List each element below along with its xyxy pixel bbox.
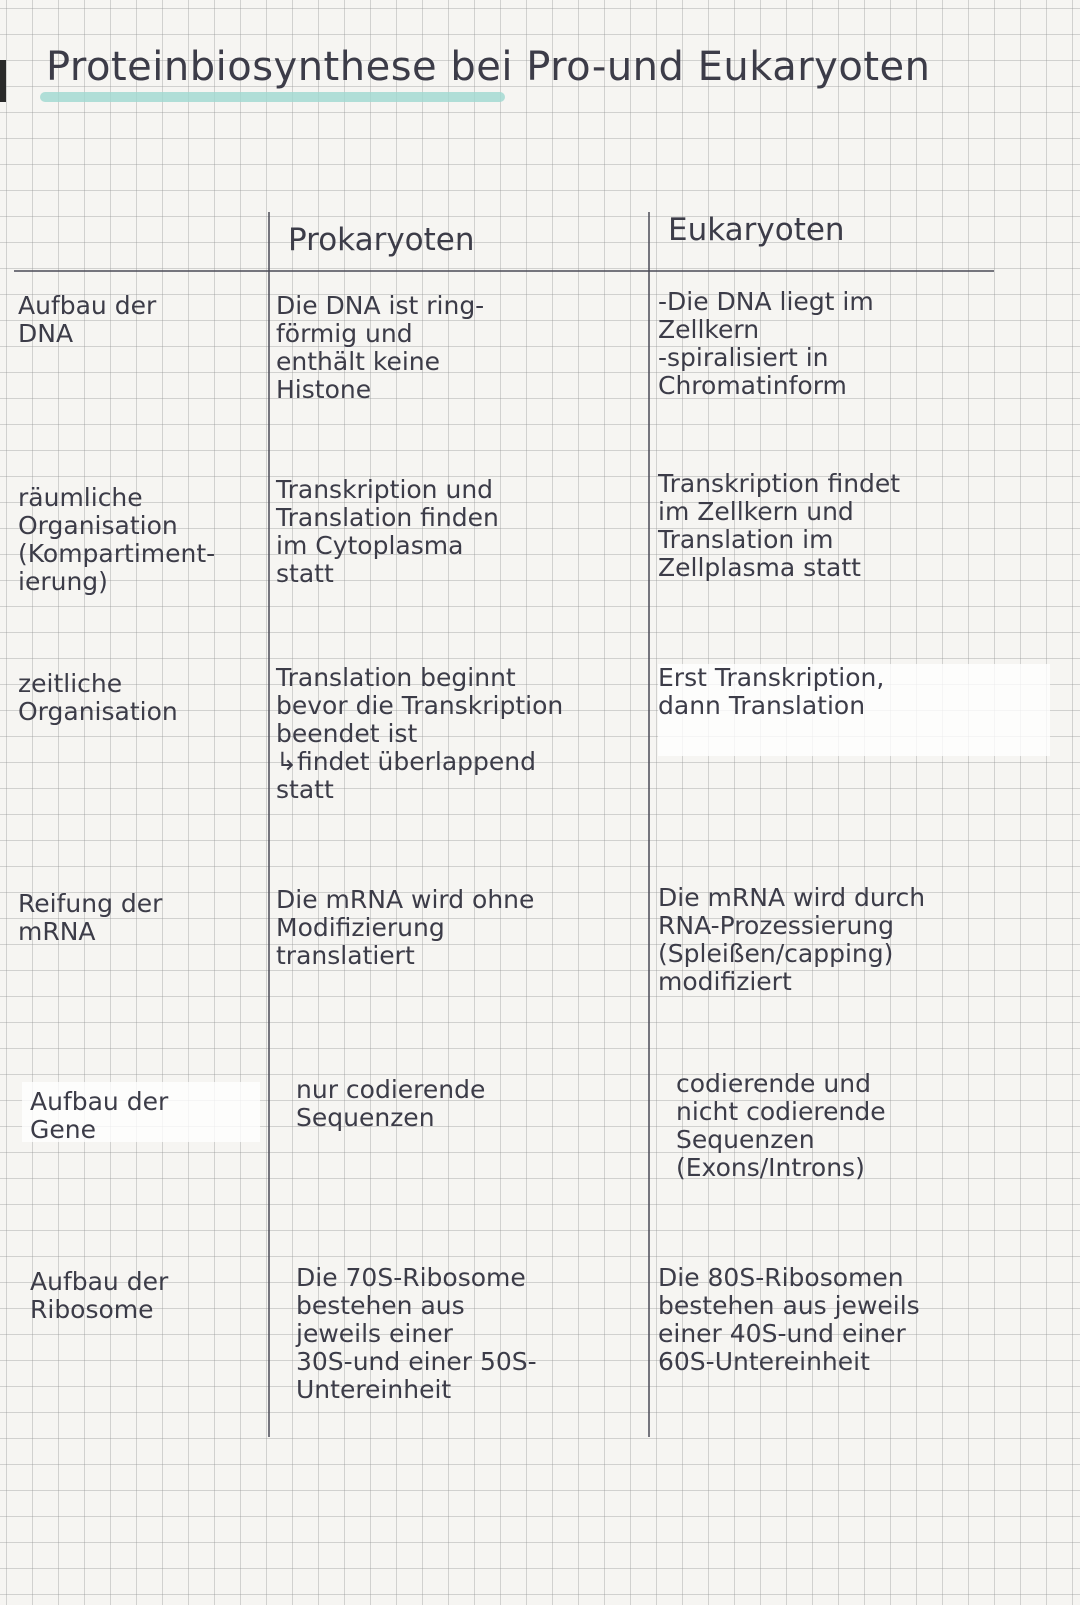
cell-eukaryoten-dna: -Die DNA liegt im Zellkern -spiralisiert in Chromatinform xyxy=(658,287,874,400)
cell-eukaryoten-temporal-organisation: Erst Transkription, dann Translation xyxy=(658,663,885,720)
cell-prokaryoten-mrna-maturation: Die mRNA wird ohne Modifizierung translatiert xyxy=(276,885,535,970)
cell-prokaryoten-ribosome-structure: Die 70S-Ribosome bestehen aus jeweils einer 30S-und einer 50S- Untereinheit xyxy=(296,1263,537,1404)
cell-prokaryoten-gene-structure: nur codierende Sequenzen xyxy=(296,1075,486,1132)
cell-eukaryoten-spatial-organisation: Transkription findet im Zellkern und Translation im Zellplasma statt xyxy=(658,469,901,582)
row-label-mrna-maturation: Reifung der mRNA xyxy=(18,889,163,946)
row-label-gene-structure: Aufbau der Gene xyxy=(30,1087,169,1144)
column-header-eukaryoten: Eukaryoten xyxy=(668,212,845,248)
cell-eukaryoten-ribosome-structure: Die 80S-Ribosomen bestehen aus jeweils einer 40S-und einer 60S-Untereinheit xyxy=(658,1263,920,1376)
cell-prokaryoten-dna: Die DNA ist ring- förmig und enthält keine Histone xyxy=(276,291,485,404)
notebook-page-edge xyxy=(0,60,6,102)
row-label-dna: Aufbau der DNA xyxy=(18,291,157,348)
title-highlight xyxy=(40,92,505,102)
page-title: Proteinbiosynthese bei Pro-und Eukaryoten xyxy=(46,44,931,90)
row-label-spatial-organisation: räumliche Organisation (Kompartiment- ierung) xyxy=(18,483,216,596)
column-header-prokaryoten: Prokaryoten xyxy=(288,222,475,258)
cell-prokaryoten-temporal-organisation: Translation beginnt bevor die Transkription beendet ist ↳findet überlappend statt xyxy=(276,663,564,804)
cell-eukaryoten-gene-structure: codierende und nicht codierende Sequenzen (Exons/Introns) xyxy=(676,1069,886,1182)
column-divider-left xyxy=(268,212,270,1437)
column-divider-right xyxy=(648,212,650,1437)
row-label-ribosome-structure: Aufbau der Ribosome xyxy=(30,1267,169,1324)
row-label-temporal-organisation: zeitliche Organisation xyxy=(18,669,178,726)
cell-prokaryoten-spatial-organisation: Transkription und Translation finden im Cytoplasma statt xyxy=(276,475,499,588)
header-rule xyxy=(14,270,994,272)
cell-eukaryoten-mrna-maturation: Die mRNA wird durch RNA-Prozessierung (Spleißen/capping) modifiziert xyxy=(658,883,926,996)
